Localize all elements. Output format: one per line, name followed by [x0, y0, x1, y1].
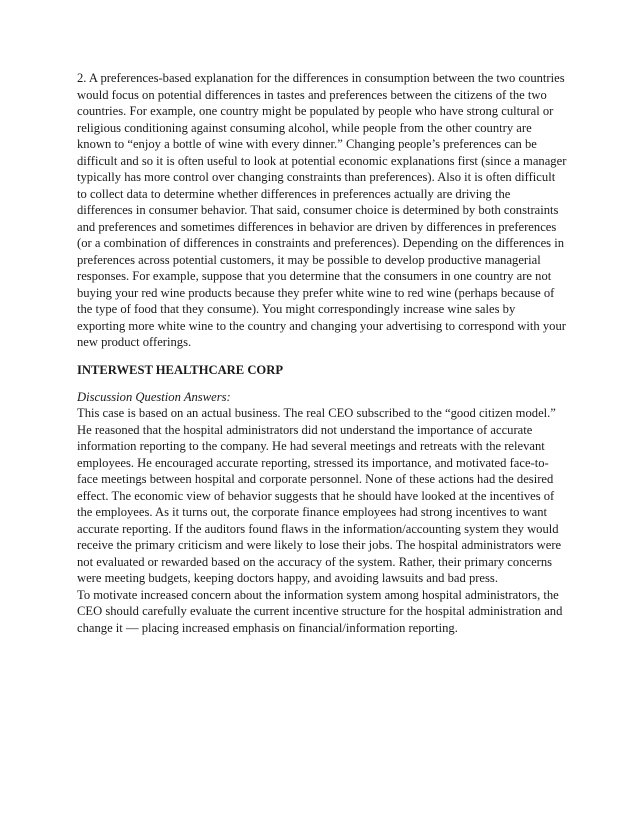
text-line: were meeting budgets, keeping doctors happy, and avoiding lawsuits and bad press. [77, 571, 498, 585]
text-line: receive the primary criticism and were likely to lose their jobs. The hospital administrators were [77, 538, 562, 552]
text-line: new product offerings. [77, 335, 192, 349]
text-line: employees. He encouraged accurate reporting, stressed its importance, and motivated face-to- [77, 455, 549, 470]
text-line: known to “enjoy a bottle of wine with every dinner.” Changing people’s preferences can be [77, 137, 537, 151]
text-line: the employees. As it turns out, the corporate finance employees had strong incentives to want [77, 505, 548, 519]
section-heading: INTERWEST HEALTHCARE CORP [77, 363, 284, 377]
text-line: accurate reporting. If the auditors found flaws in the information/accounting system they would [77, 521, 559, 536]
text-line: typically has more control over changing constraints than preferences). Also it is often difficult [77, 170, 556, 184]
text-line: CEO should carefully evaluate the current incentive structure for the hospital administration and [77, 604, 563, 618]
text-line: information reporting to the company. He had several meetings and retreats with the relevant [77, 439, 545, 453]
text-line: 2. A preferences-based explanation for the differences in consumption between the two countries [77, 71, 565, 85]
text-line: and preferences and sometimes differences in behavior are driven by differences in preferences [77, 219, 557, 234]
paragraph-discussion-answers [77, 405, 562, 636]
text-line: buying your red wine products because they prefer white wine to red wine (perhaps because of [77, 285, 555, 300]
text-line: He reasoned that the hospital administrators did not understand the importance of accurate [77, 422, 533, 437]
text-line: This case is based on an actual business. The real CEO subscribed to the “good citizen model.” [77, 406, 556, 420]
paragraph-preferences-explanation [77, 70, 566, 351]
text-line: countries. For example, one country might be populated by people who have strong cultural or [77, 104, 554, 118]
text-line: exporting more white wine to the country and changing your advertising to correspond with your [77, 318, 566, 333]
text-line: would focus on potential differences in tastes and preferences between the citizens of the two [77, 87, 547, 102]
text-line: differences in consumer behavior. That said, consumer choice is determined by both constraints [77, 203, 559, 217]
text-line: religious conditioning against consuming alcohol, while people from the other country are [77, 120, 532, 135]
text-line: change it — placing increased emphasis on financial/information reporting. [77, 620, 458, 635]
text-line: the type of food that they consume). You might correspondingly increase wine sales by [77, 302, 516, 316]
text-line: responses. For example, suppose that you determine that the consumers in one country are not [77, 269, 552, 283]
text-line: to collect data to determine whether differences in preferences actually are driving the [77, 186, 511, 201]
text-line: preferences across potential customers, it may be possible to develop productive managerial [77, 252, 541, 267]
text-line: To motivate increased concern about the information system among hospital administrators, the [77, 587, 559, 602]
text-line: not evaluated or rewarded based on the accuracy of the system. Rather, their primary concerns [77, 554, 553, 569]
text-line: effect. The economic view of behavior suggests that he should have looked at the incentives of [77, 488, 555, 503]
section-subheading: Discussion Question Answers: [77, 390, 231, 404]
text-line: (or a combination of differences in constraints and preferences). Depending on the differences in [77, 236, 565, 250]
text-line: difficult and so it is often useful to look at potential economic explanations first (since a manager [77, 153, 567, 168]
text-line: face meetings between hospital and corporate personnel. None of these actions had the desired [77, 472, 554, 486]
